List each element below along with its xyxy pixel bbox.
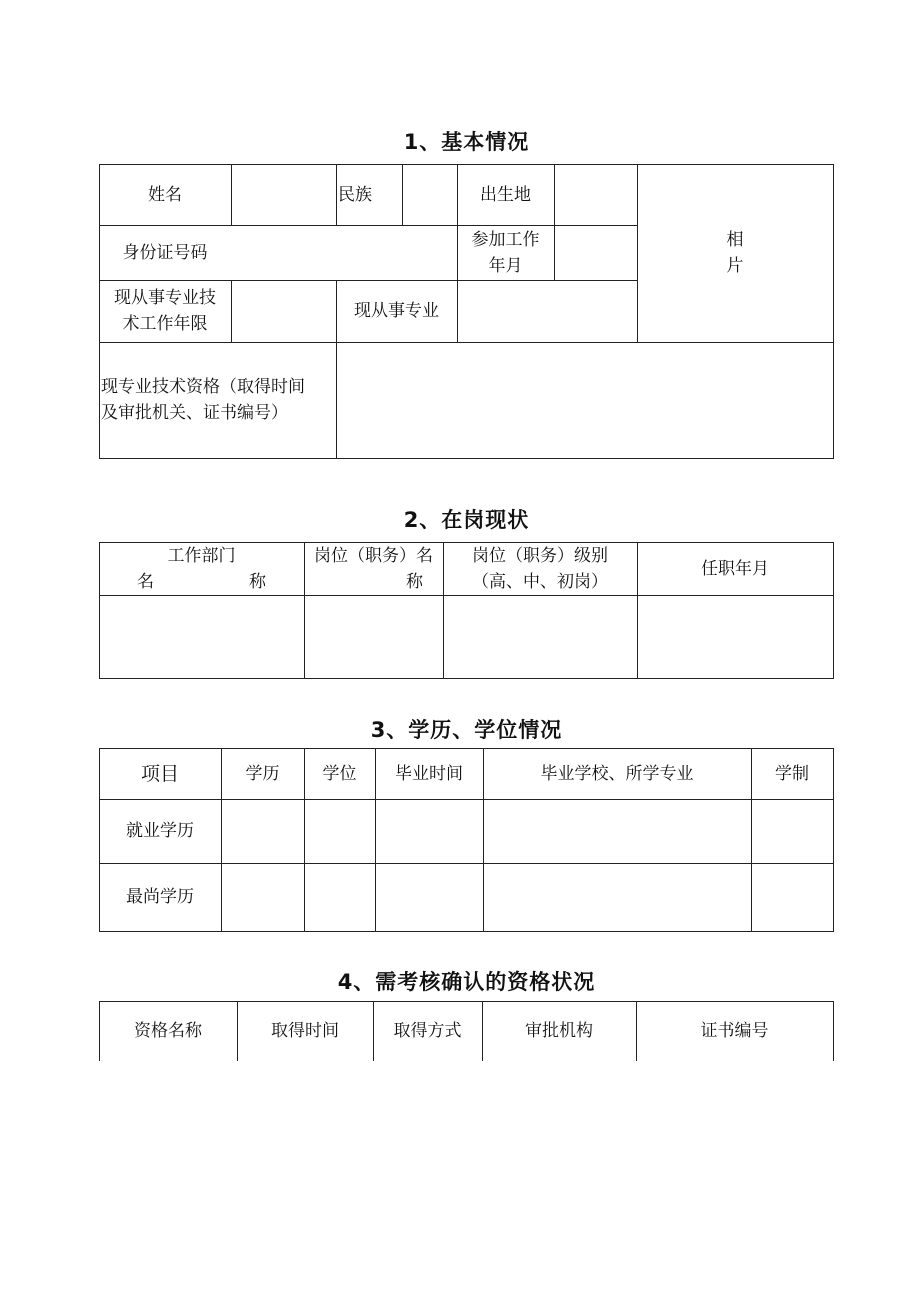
qual-header-cert-no: 证书编号	[700, 1021, 769, 1041]
edu-header-duration: 学制	[775, 763, 809, 784]
section-2-title: 2、在岗现状	[403, 508, 530, 532]
work-start-label-1: 参加工作	[471, 229, 540, 250]
level-header	[443, 542, 637, 595]
qualification-label	[99, 342, 336, 458]
name-label: 姓名	[148, 184, 182, 205]
current-major-label: 现从事专业	[354, 301, 439, 321]
edu-row1-title[interactable]	[304, 799, 375, 863]
edu-header-title: 学位	[322, 763, 357, 784]
photo-label-1: 相	[726, 230, 744, 250]
edu-header-grad-time: 毕业时间	[395, 763, 463, 784]
work-start-label-2: 年月	[488, 255, 523, 276]
edu-row2-degree[interactable]	[221, 863, 304, 931]
tech-years-label	[99, 280, 231, 342]
tech-years-value[interactable]	[231, 280, 336, 342]
birthplace-value[interactable]	[554, 164, 637, 225]
edu-row-label-highest: 最尚学历	[126, 887, 194, 907]
section-4-title: 4、需考核确认的资格状况	[337, 970, 596, 994]
post-header-2: 称	[406, 571, 423, 592]
birthplace-label: 出生地	[480, 184, 531, 205]
qual-header-method: 取得方式	[393, 1021, 462, 1041]
dept-header	[99, 542, 304, 595]
work-start-label	[457, 225, 554, 280]
post-value[interactable]	[304, 595, 443, 678]
edu-row2-school[interactable]	[483, 863, 751, 931]
qual-header-time: 取得时间	[271, 1021, 339, 1041]
ethnicity-value[interactable]	[402, 164, 457, 225]
dept-header-2b: 称	[249, 571, 266, 592]
edu-header-degree: 学历	[245, 763, 280, 784]
edu-row2-duration[interactable]	[751, 863, 833, 931]
edu-row-label-employment: 就业学历	[126, 821, 194, 841]
id-number-label: 身份证号码	[122, 242, 208, 263]
level-value[interactable]	[443, 595, 637, 678]
edu-header-item: 项目	[140, 762, 179, 785]
qual-header-authority: 审批机构	[525, 1021, 593, 1041]
work-start-value[interactable]	[554, 225, 637, 280]
photo-box[interactable]	[637, 164, 833, 342]
tech-years-label-1: 现从事专业技	[114, 288, 216, 308]
post-header	[304, 542, 443, 595]
tenure-value[interactable]	[637, 595, 833, 678]
edu-row1-school[interactable]	[483, 799, 751, 863]
level-header-2: （高、中、初岗）	[472, 571, 608, 592]
tenure-header: 任职年月	[701, 558, 769, 579]
ethnicity-label: 民族	[338, 184, 372, 205]
qual-header-name: 资格名称	[134, 1021, 202, 1041]
edu-header-school: 毕业学校、所学专业	[540, 763, 694, 784]
name-value[interactable]	[231, 164, 336, 225]
edu-row2-grad-time[interactable]	[375, 863, 483, 931]
edu-row1-grad-time[interactable]	[375, 799, 483, 863]
tech-years-label-2: 术工作年限	[122, 314, 208, 334]
post-header-1: 岗位（职务）名	[314, 545, 433, 566]
dept-value[interactable]	[99, 595, 304, 678]
current-major-value[interactable]	[457, 280, 637, 342]
qualification-label-2: 及审批机关、证书编号）	[101, 403, 288, 423]
edu-row1-duration[interactable]	[751, 799, 833, 863]
dept-header-2a: 名	[137, 571, 154, 592]
photo-label-2: 片	[726, 256, 744, 276]
section-3-title: 3、学历、学位情况	[370, 718, 563, 742]
id-number-value[interactable]	[231, 225, 457, 280]
dept-header-1: 工作部门	[167, 545, 236, 566]
edu-row2-title[interactable]	[304, 863, 375, 931]
qualification-value[interactable]	[336, 342, 833, 458]
section-1-title: 1、基本情况	[403, 130, 530, 154]
qualification-label-1: 现专业技术资格（取得时间	[101, 377, 305, 397]
edu-row1-degree[interactable]	[221, 799, 304, 863]
level-header-1: 岗位（职务）级别	[472, 545, 608, 566]
